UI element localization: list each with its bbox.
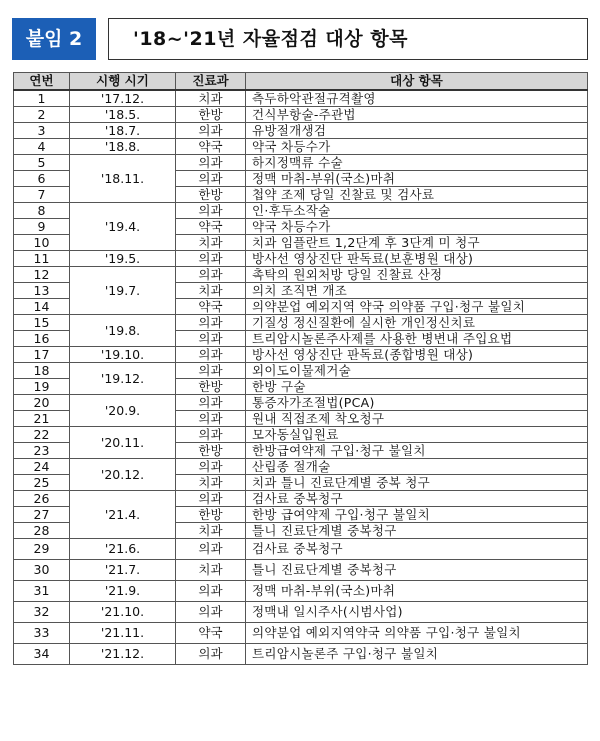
check-item-cell: 정맥 마취-부위(국소)마취 bbox=[246, 581, 588, 602]
check-item-cell: 정맥 마취-부위(국소)마취 bbox=[246, 171, 588, 187]
check-item-cell: 검사료 중복청구 bbox=[246, 539, 588, 560]
attachment-badge: 붙임 2 bbox=[12, 18, 96, 60]
check-item-cell: 유방절개생검 bbox=[246, 123, 588, 139]
row-number-cell: 6 bbox=[14, 171, 70, 187]
row-number-cell: 2 bbox=[14, 107, 70, 123]
row-number-cell: 10 bbox=[14, 235, 70, 251]
department-cell: 의과 bbox=[176, 171, 246, 187]
row-number-cell: 7 bbox=[14, 187, 70, 203]
table-row bbox=[14, 539, 588, 560]
department-cell: 의과 bbox=[176, 363, 246, 379]
period-cell: '21.10. bbox=[70, 602, 176, 623]
row-number-cell: 9 bbox=[14, 219, 70, 235]
table-row bbox=[14, 90, 588, 107]
row-number-cell: 28 bbox=[14, 523, 70, 539]
department-cell: 의과 bbox=[176, 315, 246, 331]
department-cell: 치과 bbox=[176, 235, 246, 251]
check-item-cell: 의약분업 예외지역 약국 의약품 구입·청구 불일치 bbox=[246, 299, 588, 315]
table-row bbox=[14, 602, 588, 623]
department-cell: 의과 bbox=[176, 644, 246, 665]
table-row bbox=[14, 203, 588, 219]
row-number-cell: 20 bbox=[14, 395, 70, 411]
row-number-cell: 34 bbox=[14, 644, 70, 665]
period-cell: '20.11. bbox=[70, 427, 176, 459]
check-item-cell: 건식부항술-주관법 bbox=[246, 107, 588, 123]
row-number-cell: 23 bbox=[14, 443, 70, 459]
period-cell: '20.12. bbox=[70, 459, 176, 491]
check-item-cell: 산립종 절개술 bbox=[246, 459, 588, 475]
page-title: '18~'21년 자율점검 대상 항목 bbox=[133, 28, 408, 50]
check-item-cell: 치과 틀니 진료단계별 중복 청구 bbox=[246, 475, 588, 491]
period-cell: '19.12. bbox=[70, 363, 176, 395]
row-number-cell: 18 bbox=[14, 363, 70, 379]
row-number-cell: 1 bbox=[14, 90, 70, 107]
table-row bbox=[14, 347, 588, 363]
period-cell: '18.11. bbox=[70, 155, 176, 203]
row-number-cell: 31 bbox=[14, 581, 70, 602]
column-header-no: 연번 bbox=[14, 73, 70, 91]
row-number-cell: 12 bbox=[14, 267, 70, 283]
check-item-cell: 방사선 영상진단 판독료(보훈병원 대상) bbox=[246, 251, 588, 267]
row-number-cell: 24 bbox=[14, 459, 70, 475]
check-item-cell: 측두하악관절규격촬영 bbox=[246, 90, 588, 107]
row-number-cell: 21 bbox=[14, 411, 70, 427]
check-item-cell: 촉탁의 원외처방 당일 진찰료 산정 bbox=[246, 267, 588, 283]
department-cell: 의과 bbox=[176, 331, 246, 347]
check-item-cell: 약국 차등수가 bbox=[246, 139, 588, 155]
department-cell: 치과 bbox=[176, 90, 246, 107]
period-cell: '20.9. bbox=[70, 395, 176, 427]
department-cell: 의과 bbox=[176, 411, 246, 427]
check-item-cell: 트리암시놀론주사제를 사용한 병변내 주입요법 bbox=[246, 331, 588, 347]
row-number-cell: 17 bbox=[14, 347, 70, 363]
page-header bbox=[12, 18, 588, 60]
row-number-cell: 16 bbox=[14, 331, 70, 347]
table-row bbox=[14, 459, 588, 475]
row-number-cell: 32 bbox=[14, 602, 70, 623]
department-cell: 약국 bbox=[176, 139, 246, 155]
department-cell: 의과 bbox=[176, 539, 246, 560]
table-body bbox=[14, 90, 588, 665]
table-header-row bbox=[14, 73, 588, 91]
check-item-cell: 기질성 정신질환에 실시한 개인정신치료 bbox=[246, 315, 588, 331]
period-cell: '19.8. bbox=[70, 315, 176, 347]
period-cell: '19.4. bbox=[70, 203, 176, 251]
department-cell: 의과 bbox=[176, 155, 246, 171]
check-item-cell: 의치 조직면 개조 bbox=[246, 283, 588, 299]
period-cell: '21.9. bbox=[70, 581, 176, 602]
department-cell: 의과 bbox=[176, 347, 246, 363]
department-cell: 치과 bbox=[176, 283, 246, 299]
department-cell: 의과 bbox=[176, 123, 246, 139]
row-number-cell: 33 bbox=[14, 623, 70, 644]
table-row bbox=[14, 123, 588, 139]
table-row bbox=[14, 139, 588, 155]
period-cell: '21.12. bbox=[70, 644, 176, 665]
check-item-cell: 틀니 진료단계별 중복청구 bbox=[246, 560, 588, 581]
department-cell: 의과 bbox=[176, 203, 246, 219]
row-number-cell: 8 bbox=[14, 203, 70, 219]
check-item-cell: 한방 급여약제 구입·청구 불일치 bbox=[246, 507, 588, 523]
title-box bbox=[108, 18, 588, 60]
department-cell: 한방 bbox=[176, 507, 246, 523]
checklist-table bbox=[13, 72, 588, 665]
table-row bbox=[14, 623, 588, 644]
check-item-cell: 정맥내 일시주사(시범사업) bbox=[246, 602, 588, 623]
check-item-cell: 모자동실입원료 bbox=[246, 427, 588, 443]
department-cell: 약국 bbox=[176, 623, 246, 644]
row-number-cell: 29 bbox=[14, 539, 70, 560]
department-cell: 의과 bbox=[176, 459, 246, 475]
department-cell: 의과 bbox=[176, 602, 246, 623]
row-number-cell: 22 bbox=[14, 427, 70, 443]
period-cell: '19.5. bbox=[70, 251, 176, 267]
period-cell: '18.7. bbox=[70, 123, 176, 139]
period-cell: '21.11. bbox=[70, 623, 176, 644]
table-row bbox=[14, 315, 588, 331]
period-cell: '18.8. bbox=[70, 139, 176, 155]
table-row bbox=[14, 427, 588, 443]
check-item-cell: 치과 임플란트 1,2단계 후 3단계 미 청구 bbox=[246, 235, 588, 251]
row-number-cell: 5 bbox=[14, 155, 70, 171]
row-number-cell: 30 bbox=[14, 560, 70, 581]
department-cell: 의과 bbox=[176, 491, 246, 507]
period-cell: '18.5. bbox=[70, 107, 176, 123]
department-cell: 치과 bbox=[176, 560, 246, 581]
check-item-cell: 외이도이물제거술 bbox=[246, 363, 588, 379]
check-item-cell: 검사료 중복청구 bbox=[246, 491, 588, 507]
department-cell: 의과 bbox=[176, 395, 246, 411]
department-cell: 한방 bbox=[176, 107, 246, 123]
column-header-item: 대상 항목 bbox=[246, 73, 588, 91]
check-item-cell: 한방급여약제 구입·청구 불일치 bbox=[246, 443, 588, 459]
check-item-cell: 약국 차등수가 bbox=[246, 219, 588, 235]
period-cell: '21.6. bbox=[70, 539, 176, 560]
row-number-cell: 27 bbox=[14, 507, 70, 523]
row-number-cell: 3 bbox=[14, 123, 70, 139]
table-row bbox=[14, 251, 588, 267]
table-row bbox=[14, 560, 588, 581]
table-row bbox=[14, 267, 588, 283]
table-row bbox=[14, 581, 588, 602]
table-row bbox=[14, 395, 588, 411]
check-item-cell: 하지정맥류 수술 bbox=[246, 155, 588, 171]
row-number-cell: 26 bbox=[14, 491, 70, 507]
row-number-cell: 11 bbox=[14, 251, 70, 267]
period-cell: '21.7. bbox=[70, 560, 176, 581]
check-item-cell: 방사선 영상진단 판독료(종합병원 대상) bbox=[246, 347, 588, 363]
table-row bbox=[14, 491, 588, 507]
checklist-table-wrapper bbox=[13, 72, 587, 665]
department-cell: 한방 bbox=[176, 443, 246, 459]
check-item-cell: 트리암시놀론주 구입·청구 불일치 bbox=[246, 644, 588, 665]
table-row bbox=[14, 363, 588, 379]
row-number-cell: 14 bbox=[14, 299, 70, 315]
row-number-cell: 19 bbox=[14, 379, 70, 395]
department-cell: 의과 bbox=[176, 251, 246, 267]
department-cell: 한방 bbox=[176, 187, 246, 203]
table-row bbox=[14, 644, 588, 665]
table-row bbox=[14, 155, 588, 171]
period-cell: '19.7. bbox=[70, 267, 176, 315]
check-item-cell: 의약분업 예외지역약국 의약품 구입·청구 불일치 bbox=[246, 623, 588, 644]
column-header-dept: 진료과 bbox=[176, 73, 246, 91]
row-number-cell: 4 bbox=[14, 139, 70, 155]
department-cell: 약국 bbox=[176, 219, 246, 235]
check-item-cell: 통증자가조절법(PCA) bbox=[246, 395, 588, 411]
check-item-cell: 원내 직접조제 착오청구 bbox=[246, 411, 588, 427]
row-number-cell: 25 bbox=[14, 475, 70, 491]
department-cell: 치과 bbox=[176, 475, 246, 491]
row-number-cell: 15 bbox=[14, 315, 70, 331]
department-cell: 약국 bbox=[176, 299, 246, 315]
department-cell: 의과 bbox=[176, 427, 246, 443]
check-item-cell: 첩약 조제 당일 진찰료 및 검사료 bbox=[246, 187, 588, 203]
department-cell: 치과 bbox=[176, 523, 246, 539]
period-cell: '19.10. bbox=[70, 347, 176, 363]
department-cell: 의과 bbox=[176, 267, 246, 283]
department-cell: 한방 bbox=[176, 379, 246, 395]
department-cell: 의과 bbox=[176, 581, 246, 602]
check-item-cell: 틀니 진료단계별 중복청구 bbox=[246, 523, 588, 539]
period-cell: '21.4. bbox=[70, 491, 176, 539]
check-item-cell: 인·후두소작술 bbox=[246, 203, 588, 219]
column-header-period: 시행 시기 bbox=[70, 73, 176, 91]
check-item-cell: 한방 구술 bbox=[246, 379, 588, 395]
row-number-cell: 13 bbox=[14, 283, 70, 299]
table-row bbox=[14, 107, 588, 123]
period-cell: '17.12. bbox=[70, 90, 176, 107]
